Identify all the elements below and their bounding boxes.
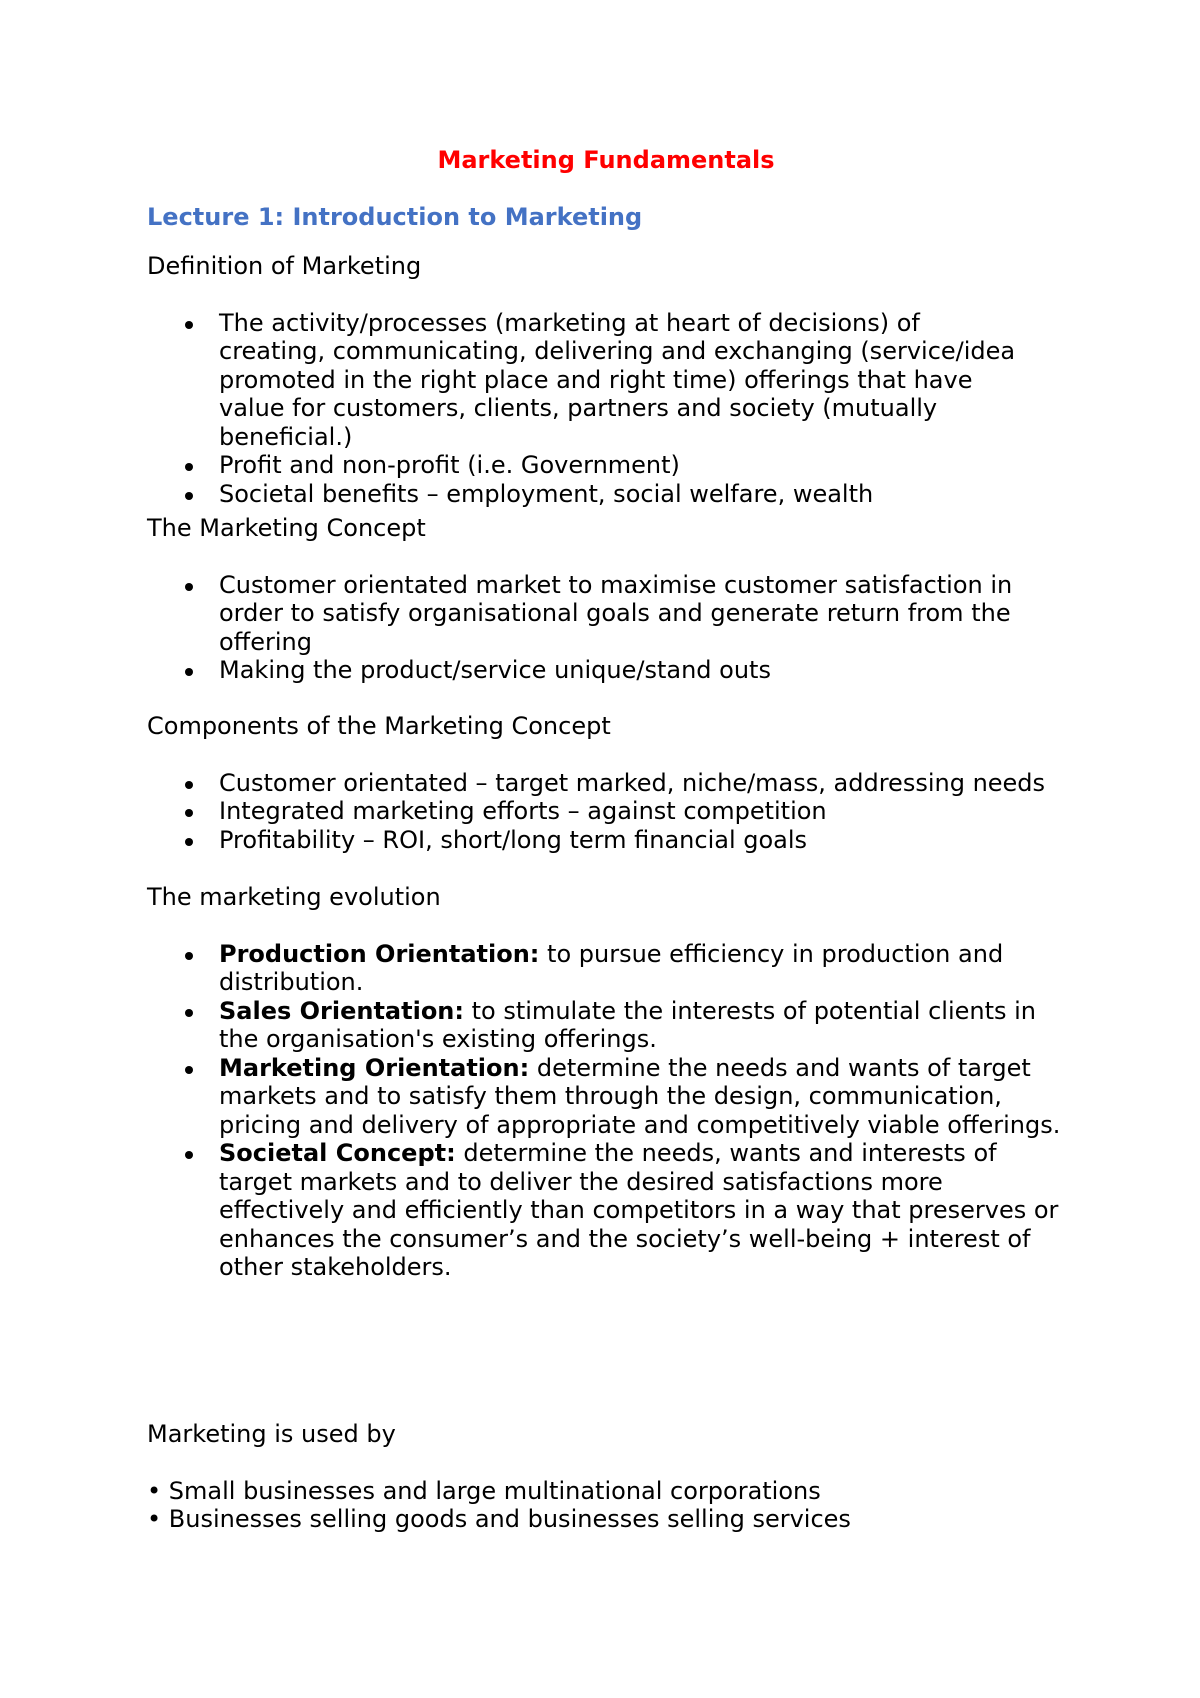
section-heading: Marketing is used by xyxy=(147,1420,396,1448)
list-item: Societal benefits – employment, social welfare, wealth xyxy=(147,480,1147,509)
list-item: Customer orientated market to maximise customer satisfaction in order to satisfy organisational goals and generate return from the offering xyxy=(147,571,1029,657)
section-used-by xyxy=(147,1420,1147,1534)
section-heading: The Marketing Concept xyxy=(147,514,426,542)
list-item: Profitability – ROI, short/long term financial goals xyxy=(147,826,1147,855)
section-heading: The marketing evolution xyxy=(147,883,441,911)
bullet-icon xyxy=(185,321,193,329)
list-item: Profit and non-profit (i.e. Government) xyxy=(147,451,1147,480)
bullet-list xyxy=(147,940,1062,1282)
section-heading: Definition of Marketing xyxy=(147,252,422,280)
bullet-icon xyxy=(185,583,193,591)
section-components xyxy=(147,712,1147,854)
bullet-icon xyxy=(185,463,193,471)
bullet-list xyxy=(147,769,1147,855)
bullet-icon xyxy=(185,1151,193,1159)
bullet-icon xyxy=(185,668,193,676)
section-heading: Components of the Marketing Concept xyxy=(147,712,611,740)
list-item: Integrated marketing efforts – against competition xyxy=(147,797,1147,826)
list-item: Production Orientation: to pursue efficiency in production and distribution. xyxy=(147,940,1062,997)
list-item: Customer orientated – target marked, niche/mass, addressing needs xyxy=(147,769,1147,798)
term-label: Marketing Orientation: xyxy=(219,1053,530,1082)
list-item: Marketing Orientation: determine the needs and wants of target markets and to satisfy them through the design, communication, pricing and delivery of appropriate and competitively viable offerings. xyxy=(147,1054,1062,1140)
list-item: Societal Concept: determine the needs, wants and interests of target markets and to deliver the desired satisfactions more effectively and efficiently than competitors in a way that preserves or enhances the consumer’s and the society’s well-being + interest of other stakeholders. xyxy=(147,1139,1062,1282)
list-item: Making the product/service unique/stand outs xyxy=(147,656,1147,685)
section-evolution xyxy=(147,883,1147,1282)
bullet-icon xyxy=(185,1009,193,1017)
bullet-list xyxy=(147,309,1147,509)
list-item: Sales Orientation: to stimulate the interests of potential clients in the organisation's existing offerings. xyxy=(147,997,1062,1054)
bullet-icon xyxy=(185,809,193,817)
bullet-icon xyxy=(185,781,193,789)
list-item: The activity/processes (marketing at heart of decisions) of creating, communicating, delivering and exchanging (service/idea promoted in the right place and right time) offerings that have value for customers, clients, partners and society (mutually beneficial.) xyxy=(147,309,1019,452)
term-label: Production Orientation: xyxy=(219,939,540,968)
term-label: Sales Orientation: xyxy=(219,996,464,1025)
bullet-icon xyxy=(185,952,193,960)
list-item: • Businesses selling goods and businesses selling services xyxy=(147,1505,851,1533)
section-definition xyxy=(147,252,1147,508)
list-item: • Small businesses and large multinational corporations xyxy=(147,1476,821,1505)
bullet-list xyxy=(147,571,1147,685)
term-label: Societal Concept: xyxy=(219,1139,456,1167)
plain-list xyxy=(147,1477,1147,1534)
bullet-icon xyxy=(185,1066,193,1074)
section-marketing-concept xyxy=(147,514,1147,685)
lecture-heading: Lecture 1: Introduction to Marketing xyxy=(147,203,643,231)
document-title: Marketing Fundamentals xyxy=(437,146,775,174)
bullet-icon xyxy=(185,492,193,500)
bullet-icon xyxy=(185,838,193,846)
